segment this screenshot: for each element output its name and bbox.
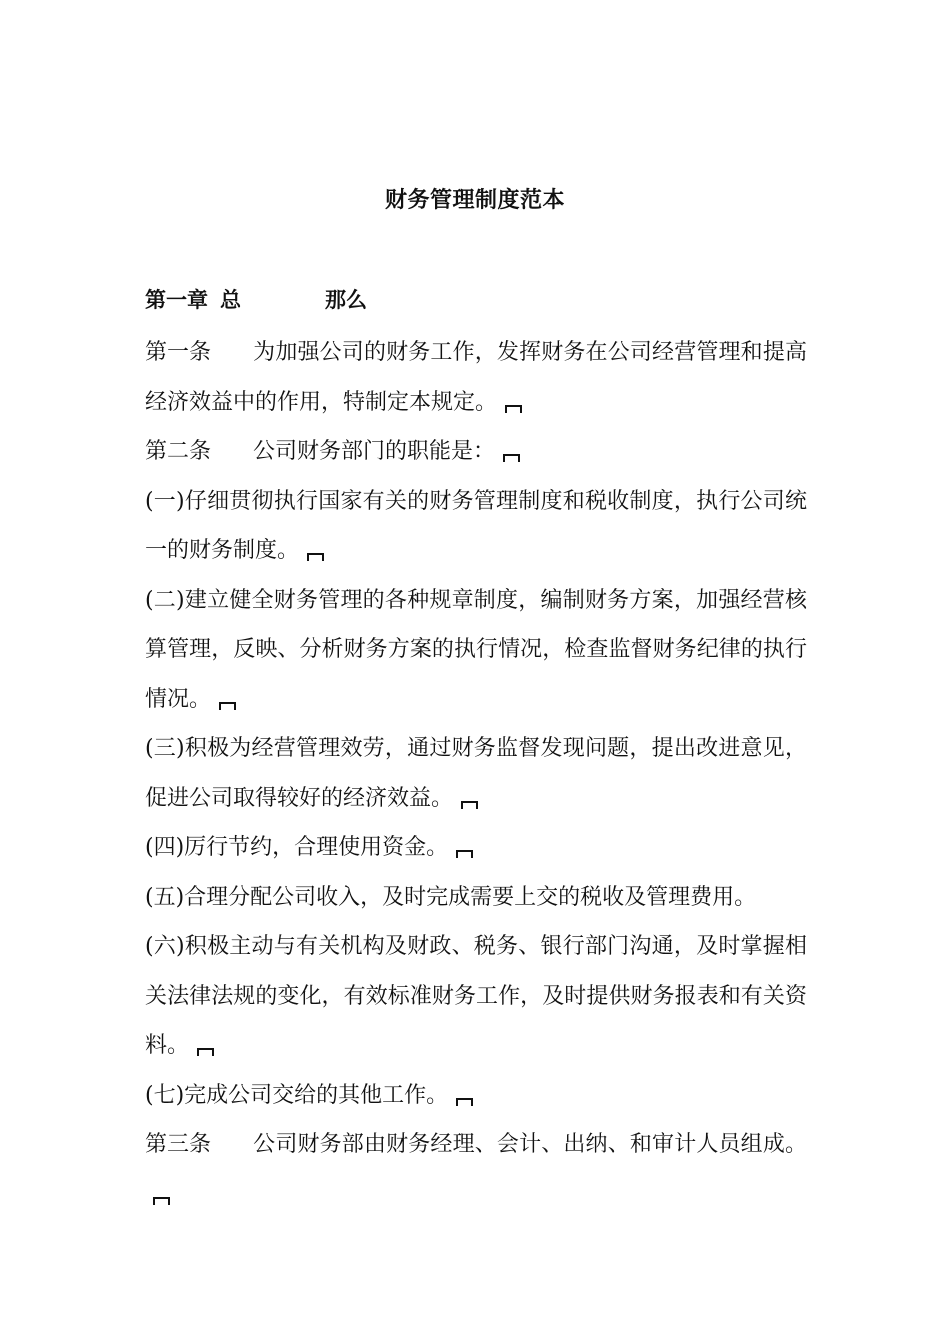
document-title: 财务管理制度范本 (384, 187, 565, 213)
article-number: 第一条 (145, 340, 212, 365)
paragraph-text: 公司财务部由财务经理、会计、出纳、和审计人员组成。 (253, 1132, 807, 1157)
article-number: 第二条 (145, 439, 212, 464)
chapter-name-part1: 总 (220, 287, 241, 312)
paragraph-text: (七)完成公司交给的其他工作。 (145, 1082, 449, 1108)
paragraph (145, 823, 807, 873)
paragraph-text: (二)建立健全财务管理的各种规章制度，编制财务方案，加强经营核算管理，反映、分析财务方案的执行情况，检查监督财务纪律的执行情况。 (145, 587, 807, 712)
document-body (145, 328, 807, 1219)
paragraph (145, 576, 807, 725)
paragraph-text: (三)积极为经营管理效劳，通过财务监督发现问题，提出改进意见，促进公司取得较好的经济效益。 (145, 736, 807, 811)
paragraph-mark-icon (219, 702, 236, 710)
paragraph (145, 922, 807, 1071)
paragraph (145, 1071, 807, 1121)
paragraph (145, 724, 807, 823)
chapter-name-part2: 那么 (325, 287, 367, 312)
paragraph-text: 为加强公司的财务工作，发挥财务在公司经营管理和提高经济效益中的作用，特制定本规定。 (145, 340, 807, 415)
paragraph-mark-icon (461, 801, 478, 809)
paragraph (145, 1120, 807, 1219)
paragraph-text: (六)积极主动与有关机构及财政、税务、银行部门沟通，及时掌握相关法律法规的变化，有效标准财务工作，及时提供财务报表和有关资料。 (145, 934, 807, 1058)
paragraph (145, 477, 807, 576)
paragraph-mark-icon (456, 1098, 473, 1106)
paragraph (145, 328, 807, 427)
paragraph-mark-icon (503, 454, 520, 462)
paragraph-mark-icon (307, 553, 324, 561)
article-number: 第三条 (145, 1132, 212, 1157)
paragraph-text: 公司财务部门的职能是： (253, 439, 496, 464)
paragraph-mark-icon (197, 1048, 214, 1056)
chapter-heading (145, 282, 367, 318)
paragraph-mark-icon (153, 1197, 170, 1205)
chapter-number: 第一章 (145, 287, 208, 312)
paragraph-text: (四)厉行节约，合理使用资金。 (145, 835, 449, 860)
paragraph (145, 873, 807, 923)
paragraph (145, 427, 807, 477)
paragraph-mark-icon (456, 850, 473, 858)
paragraph-text: (五)合理分配公司收入，及时完成需要上交的税收及管理费用。 (145, 884, 757, 910)
paragraph-text: (一)仔细贯彻执行国家有关的财务管理制度和税收制度，执行公司统一的财务制度。 (145, 488, 807, 563)
paragraph-mark-icon (505, 405, 522, 413)
